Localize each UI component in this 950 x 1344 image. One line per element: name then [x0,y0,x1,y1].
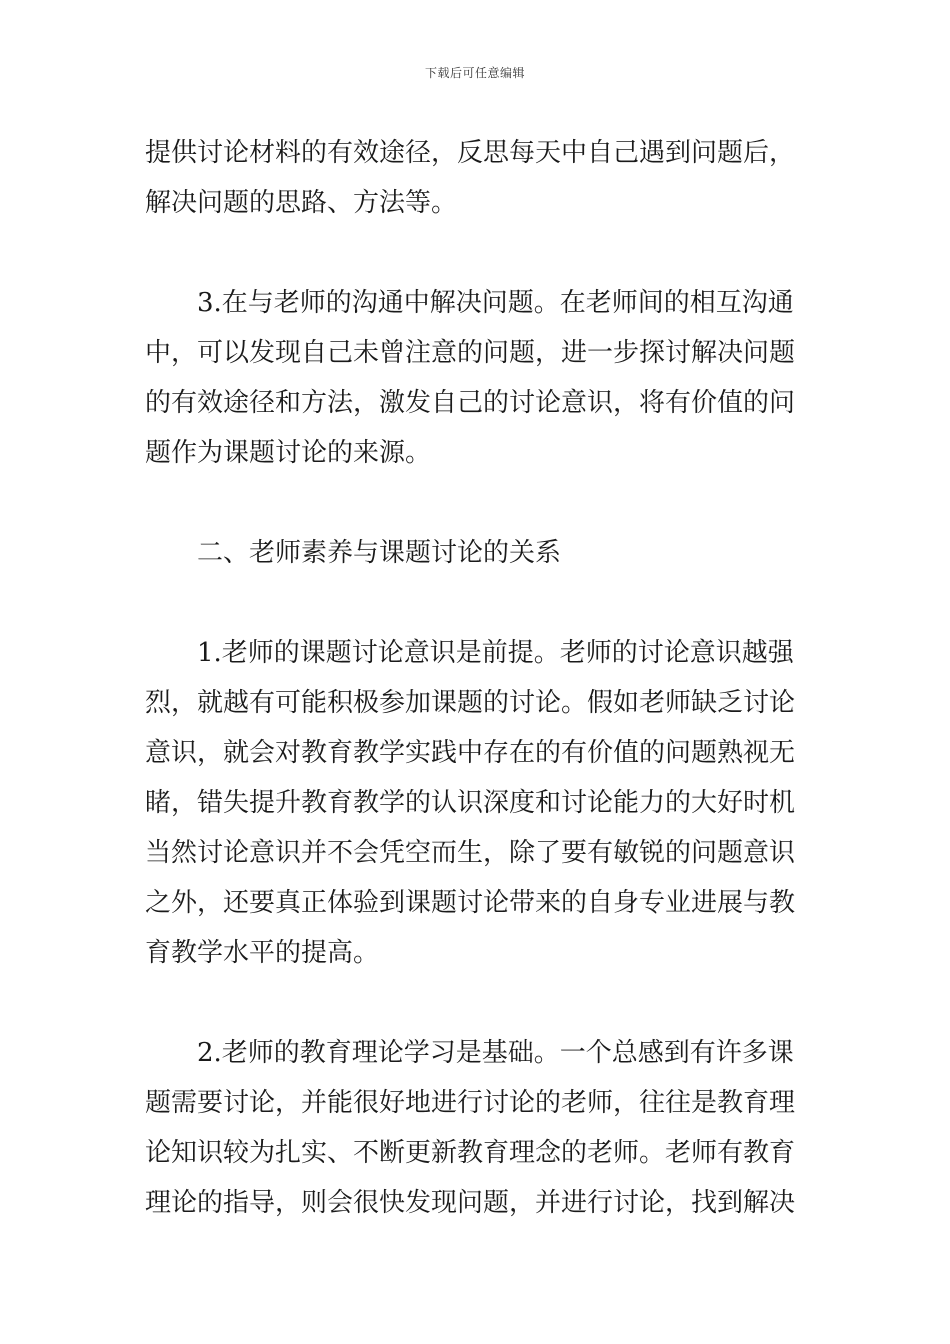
paragraph-line: 育教学水平的提高。 [145,938,380,968]
paragraph-spacer [145,228,810,278]
paragraph-line: 中，可以发现自己未曾注意的问题，进一步探讨解决问题 [145,338,796,368]
heading-line: 二、老师素养与课题讨论的关系 [197,538,562,568]
paragraph-line: 理论的指导，则会很快发现问题，并进行讨论，找到解决 [145,1188,796,1218]
document-body [145,128,810,1228]
paragraph-line: 意识，就会对教育教学实践中存在的有价值的问题熟视无 [145,738,796,768]
paragraph-line: 1.老师的课题讨论意识是前提。老师的讨论意识越强 [197,638,794,668]
paragraph-3 [145,628,810,978]
paragraph-spacer [145,978,810,1028]
paragraph-line: 烈，就越有可能积极参加课题的讨论。假如老师缺乏讨论 [145,688,796,718]
paragraph-line: 论知识较为扎实、不断更新教育理念的老师。老师有教育 [145,1138,796,1168]
paragraph-spacer [145,578,810,628]
paragraph-line: 之外，还要真正体验到课题讨论带来的自身专业进展与教 [145,888,796,918]
paragraph-line: 题需要讨论，并能很好地进行讨论的老师，往往是教育理 [145,1088,796,1118]
paragraph-line: 2.老师的教育理论学习是基础。一个总感到有许多课 [197,1038,794,1068]
paragraph-line: 题作为课题讨论的来源。 [145,438,432,468]
paragraph-2 [145,278,810,478]
paragraph-4 [145,1028,810,1228]
paragraph-line: 的有效途径和方法，激发自己的讨论意识，将有价值的问 [145,388,796,418]
page-header: 下载后可任意编辑 [424,66,525,80]
section-heading [145,528,810,578]
paragraph-line: 解决问题的思路、方法等。 [145,188,458,218]
paragraph-line: 提供讨论材料的有效途径，反思每天中自己遇到问题后， [145,138,796,168]
paragraph-line: 3.在与老师的沟通中解决问题。在老师间的相互沟通 [197,288,794,318]
paragraph-line: 当然讨论意识并不会凭空而生，除了要有敏锐的问题意识 [145,838,796,868]
paragraph-1 [145,128,810,228]
paragraph-line: 睹，错失提升教育教学的认识深度和讨论能力的大好时机 [145,788,796,818]
paragraph-spacer [145,478,810,528]
